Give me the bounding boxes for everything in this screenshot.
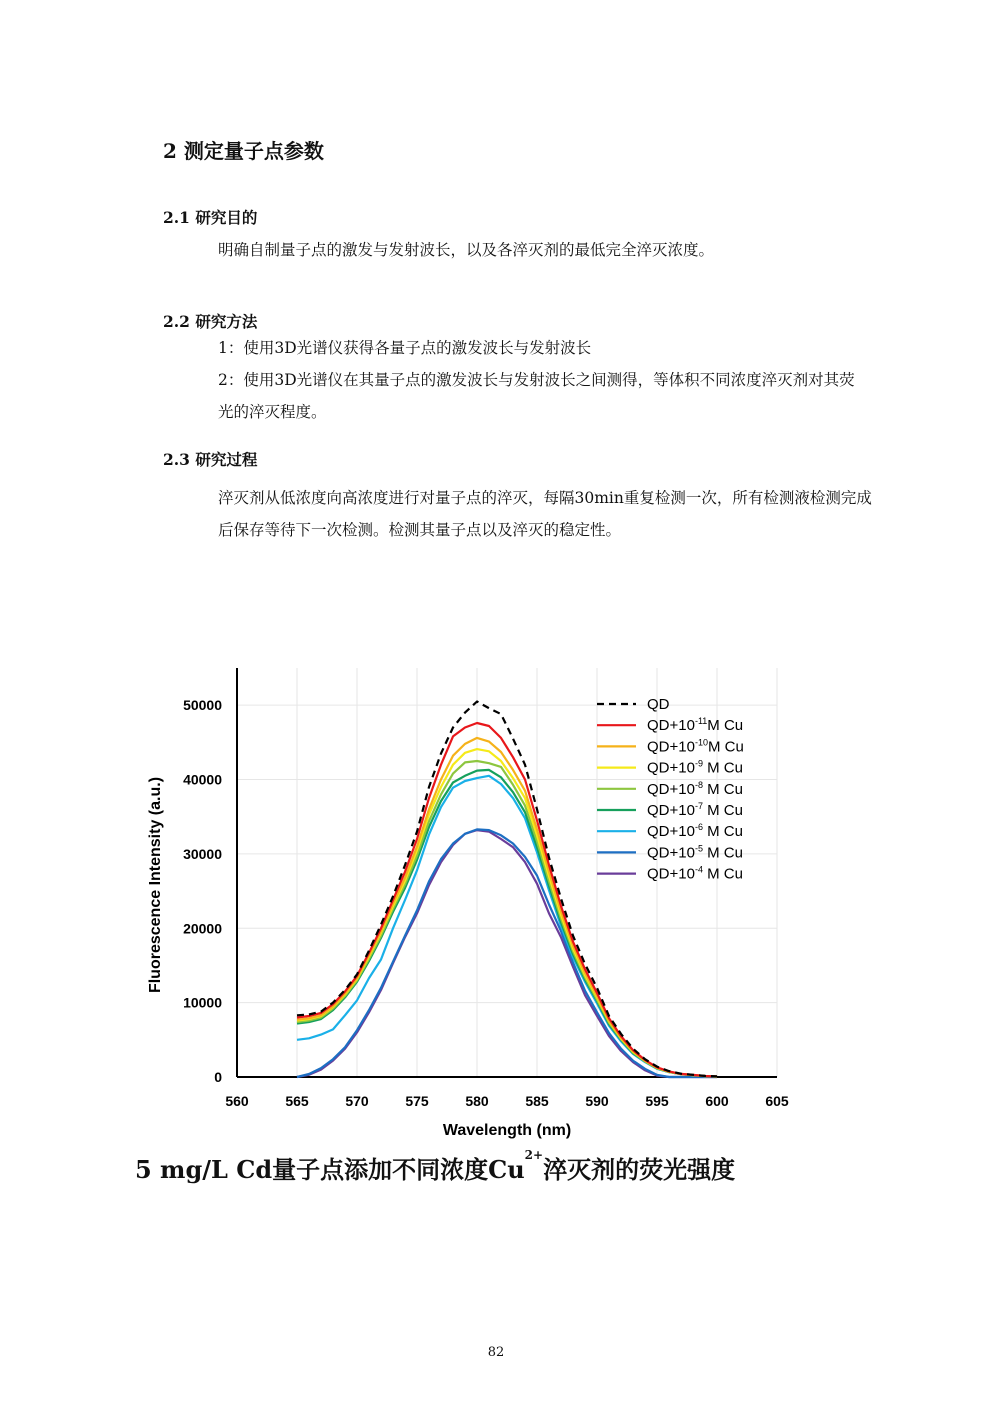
legend-label: $QD+10^{-8}$ M Cu	[647, 779, 743, 798]
paragraph-2-3: 淬灭剂从低浓度向高浓度进行对量子点的淬灭，每隔30min重复检测一次，所有检测液检测完成后保存等待下一次检测。检测其量子点以及淬灭的稳定性。	[218, 489, 872, 539]
legend-label: $QD+10^{-5}$ M Cu	[647, 843, 743, 862]
heading-2-3: 2.3 研究过程	[163, 450, 258, 469]
x-tick-label: 595	[645, 1093, 669, 1109]
y-tick-label: 20000	[183, 920, 222, 937]
paragraph-2-2-line1: 1：使用3D光谱仪获得各量子点的激发波长与发射波长	[218, 339, 592, 357]
page-number: 82	[487, 1345, 505, 1360]
y-tick-label: 50000	[183, 697, 222, 714]
chart-series-lines	[297, 702, 717, 1078]
y-axis-label: Fluorescence Intensity (a.u.)	[147, 776, 164, 994]
x-tick-label: 590	[585, 1093, 609, 1109]
heading-2-2: 2.2 研究方法	[163, 312, 258, 331]
caption-superscript: 2+	[524, 1148, 544, 1162]
legend-label: $QD+10^{-11}M$ Cu	[647, 716, 744, 735]
legend-label: $QD+10^{-4}$ M Cu	[647, 864, 743, 883]
x-tick-label: 585	[525, 1093, 549, 1109]
legend-label: $QD+10^{-9}$ M Cu	[647, 758, 743, 777]
heading-2-1: 2.1 研究目的	[163, 208, 258, 227]
section-title: 2 测定量子点参数	[163, 139, 324, 163]
x-tick-label: 605	[765, 1093, 789, 1109]
x-tick-label: 560	[225, 1093, 249, 1109]
legend-label: $QD+10^{-7}$ M Cu	[647, 801, 743, 819]
paragraph-2-1: 明确自制量子点的激发与发射波长，以及各淬灭剂的最低完全淬灭浓度。	[218, 241, 715, 259]
chart-legend	[597, 696, 744, 883]
series-line	[297, 702, 717, 1077]
series-line	[297, 776, 717, 1077]
x-tick-label: 565	[285, 1093, 309, 1109]
legend-label: $QD+10^{-6}$ M Cu	[647, 822, 743, 841]
y-tick-label: 30000	[183, 845, 222, 862]
x-tick-label: 570	[345, 1093, 369, 1109]
caption-text-end: 淬灭剂的荧光强度	[543, 1155, 736, 1184]
y-tick-label: 40000	[183, 771, 222, 788]
fluorescence-chart	[130, 655, 830, 1145]
y-tick-label: 10000	[183, 994, 222, 1011]
x-tick-label: 600	[705, 1093, 729, 1109]
x-tick-label: 575	[405, 1093, 429, 1109]
legend-label: $QD+10^{-10}M$ Cu	[647, 737, 744, 756]
x-axis-label: Wavelength (nm)	[442, 1122, 572, 1139]
caption-text: 5 mg/L Cd量子点添加不同浓度Cu	[135, 1155, 525, 1184]
y-tick-label: 0	[214, 1069, 222, 1085]
x-tick-label: 580	[465, 1093, 489, 1109]
legend-label: QD	[647, 696, 670, 713]
figure-caption	[135, 1150, 735, 1185]
paragraph-2-2-line2: 2：使用3D光谱仪在其量子点的激发波长与发射波长之间测得，等体积不同浓度淬灭剂对其荧光的淬灭程度。	[218, 371, 855, 421]
